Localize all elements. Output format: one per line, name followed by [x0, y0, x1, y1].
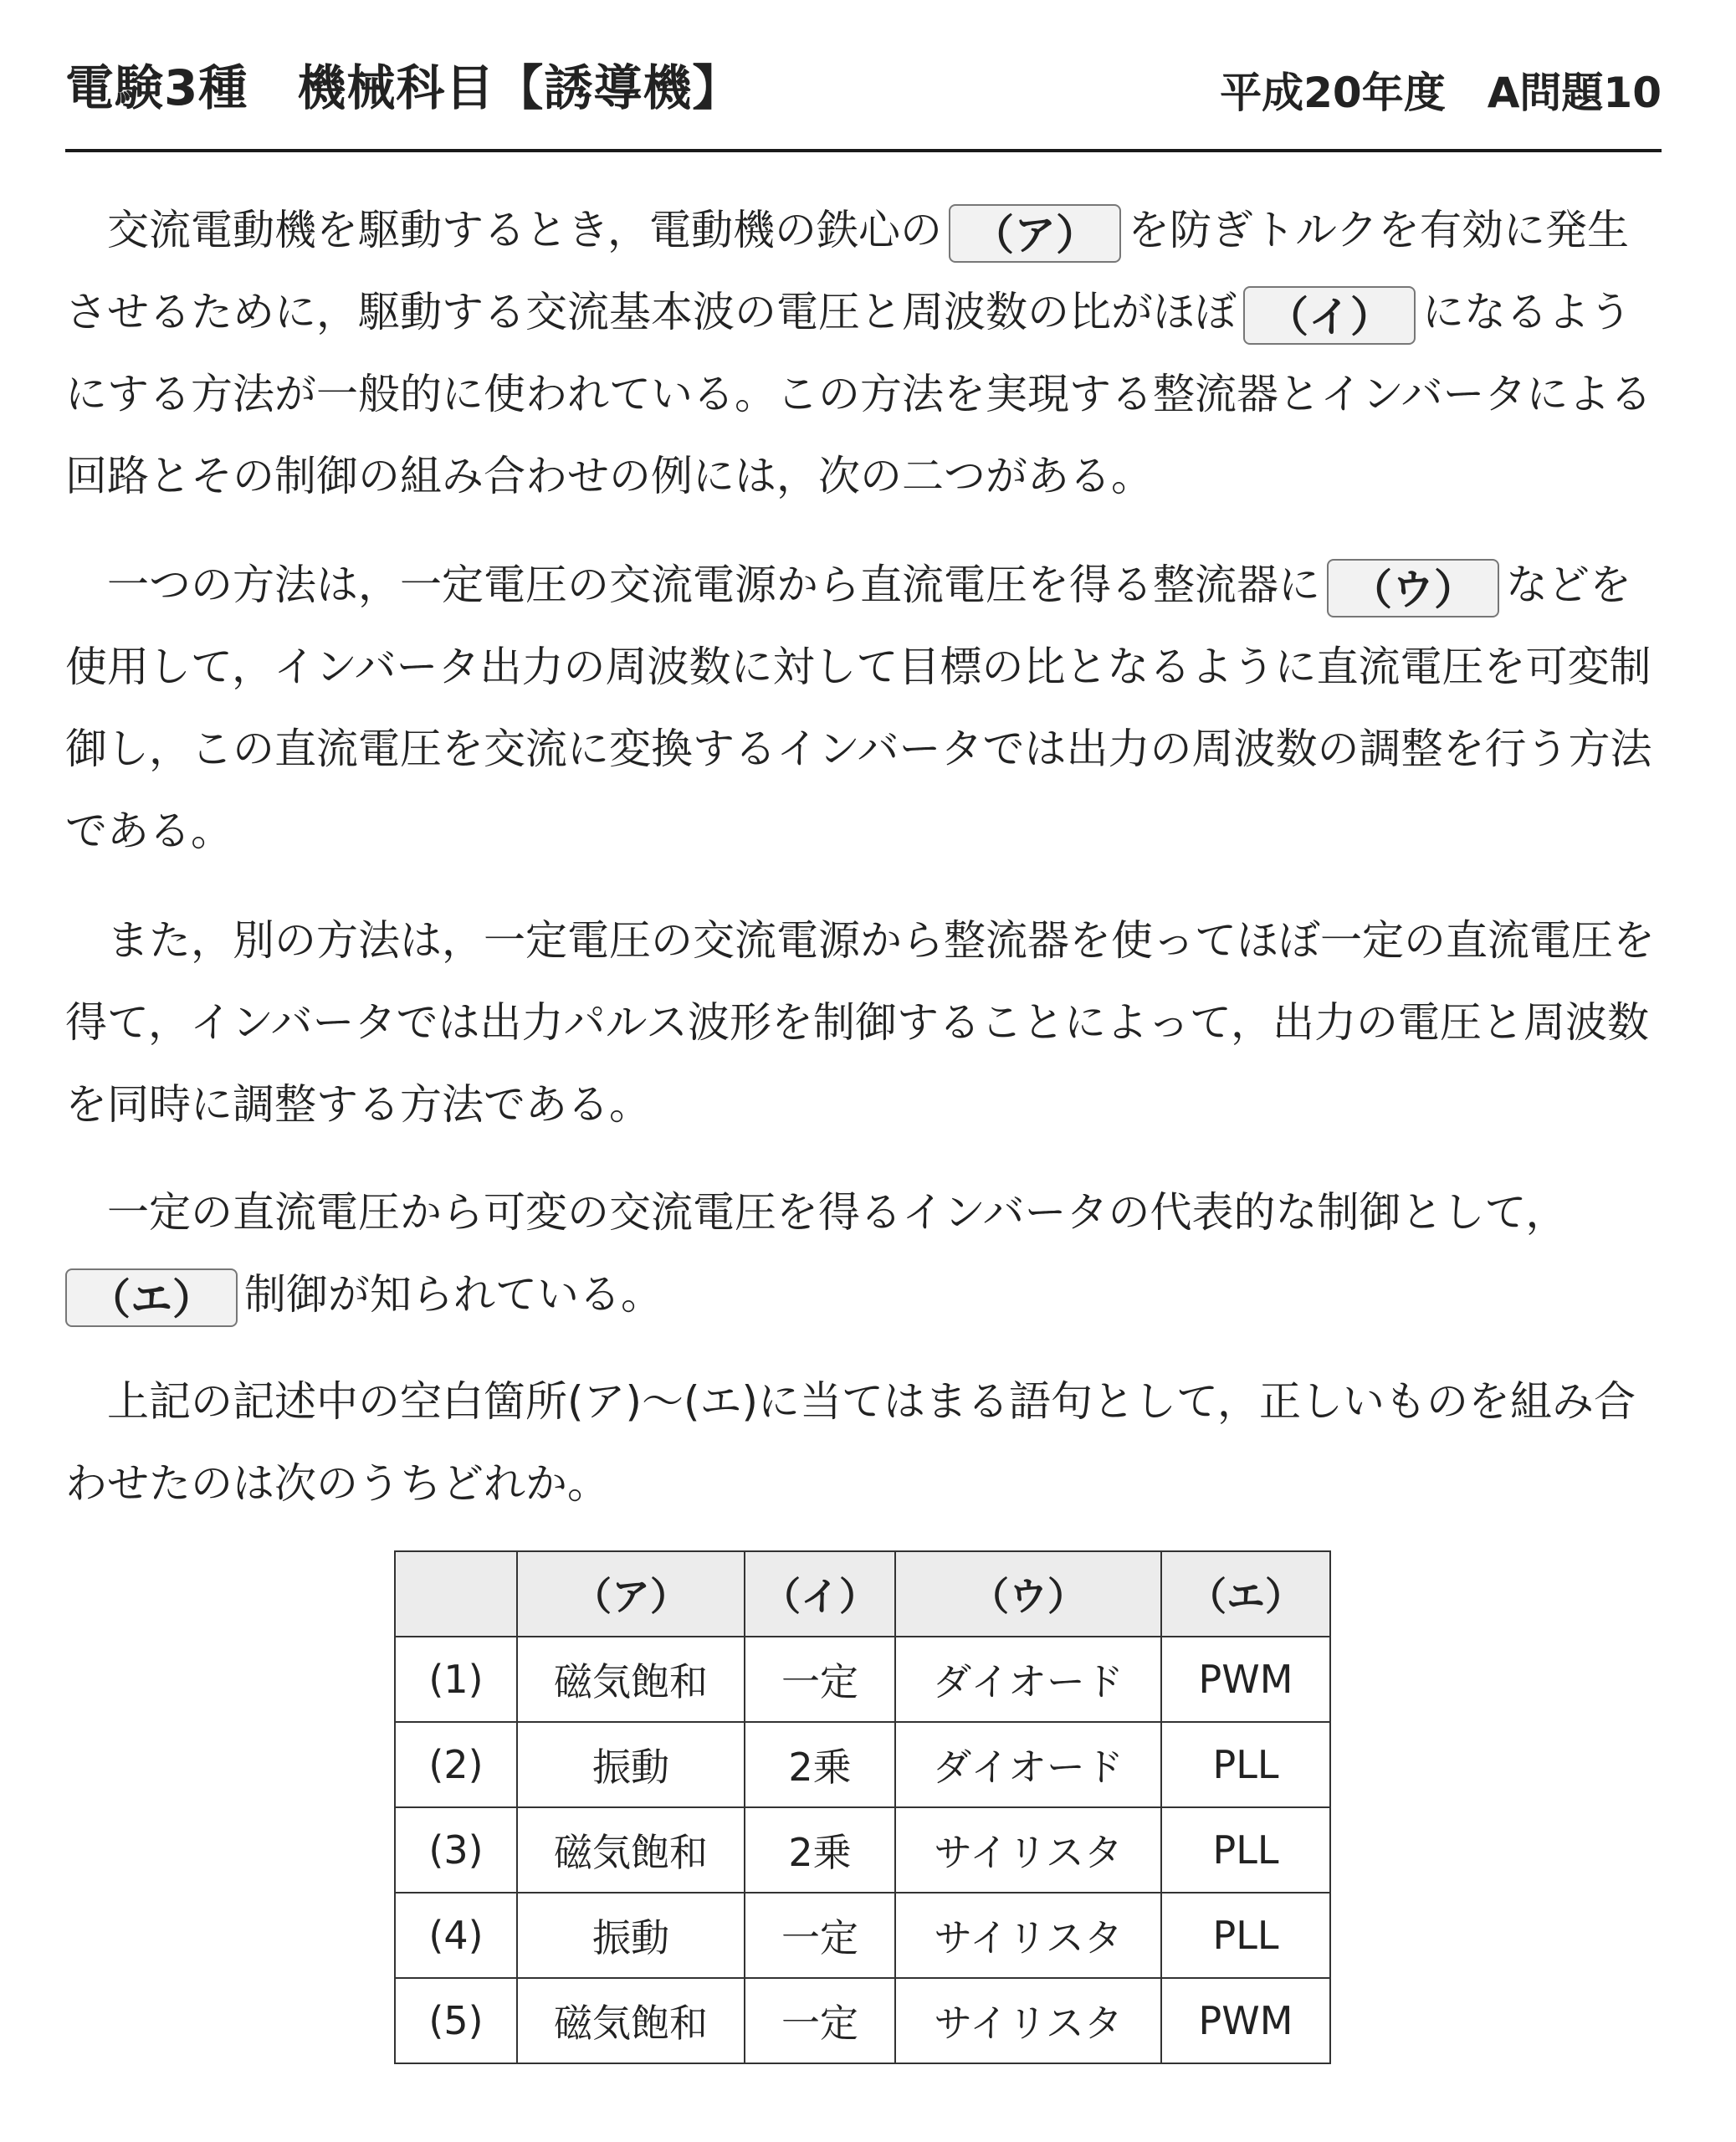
blank-u: （ウ）	[1327, 559, 1499, 617]
paragraph-4-text-1: 一定の直流電圧から可変の交流電圧を得るインバータの代表的な制御として，	[107, 1188, 1568, 1237]
table-cell: 2乗	[745, 1807, 895, 1893]
paragraph-4	[65, 1171, 1662, 1335]
paragraph-3	[65, 899, 1662, 1145]
table-header-cell: （エ）	[1161, 1551, 1330, 1637]
table-cell: 2乗	[745, 1722, 895, 1807]
table-cell: PWM	[1161, 1978, 1330, 2063]
table-cell: PLL	[1161, 1893, 1330, 1978]
table-header-row	[395, 1551, 1330, 1637]
answer-table	[394, 1550, 1331, 2064]
paragraph-1-text-2: を防ぎトルクを有効に発生させるために，駆動する交流基本波の電圧と周波数の比がほぼ	[65, 206, 1629, 336]
table-cell: (3)	[395, 1807, 517, 1893]
page-title: 電験3種 機械科目【誘導機】	[65, 59, 742, 116]
table-header-cell: （ア）	[517, 1551, 745, 1637]
paragraph-1	[65, 189, 1662, 517]
table-header-cell: （イ）	[745, 1551, 895, 1637]
table-cell: サイリスタ	[895, 1807, 1161, 1893]
paragraph-3-text-1: また，別の方法は，一定電圧の交流電源から整流器を使ってほぼ一定の直流電圧を得て，インバータでは出力パルス波形を制御することによって，出力の電圧と周波数を同時に調整する方法である。	[65, 916, 1655, 1129]
table-row	[395, 1807, 1330, 1893]
paragraph-1-text-3: になるようにする方法が一般的に使われている。この方法を実現する整流器とインバータによる回路とその制御の組み合わせの例には，次の二つがある。	[65, 288, 1652, 500]
table-cell: PLL	[1161, 1722, 1330, 1807]
table-row	[395, 1637, 1330, 1722]
table-cell: (1)	[395, 1637, 517, 1722]
paragraph-2	[65, 544, 1662, 872]
table-header-cell	[395, 1551, 517, 1637]
table-cell: PLL	[1161, 1807, 1330, 1893]
table-row	[395, 1722, 1330, 1807]
paragraph-2-text-1: 一つの方法は，一定電圧の交流電源から直流電圧を得る整流器に	[107, 561, 1320, 609]
table-cell: ダイオード	[895, 1722, 1161, 1807]
blank-e: （エ）	[65, 1268, 238, 1327]
table-cell: (2)	[395, 1722, 517, 1807]
table-cell: (5)	[395, 1978, 517, 2063]
table-cell: サイリスタ	[895, 1978, 1161, 2063]
table-header-cell: （ウ）	[895, 1551, 1161, 1637]
table-cell: (4)	[395, 1893, 517, 1978]
blank-i: （イ）	[1243, 286, 1416, 345]
table-cell: 一定	[745, 1893, 895, 1978]
table-cell: 磁気飽和	[517, 1637, 745, 1722]
paragraph-5	[65, 1361, 1662, 1525]
table-cell: 振動	[517, 1722, 745, 1807]
table-cell: PWM	[1161, 1637, 1330, 1722]
paragraph-4-text-2: 制御が知られている。	[244, 1270, 663, 1319]
table-cell: 一定	[745, 1978, 895, 2063]
paragraph-5-text-1: 上記の記述中の空白箇所(ア)～(エ)に当てはまる語句として，正しいものを組み合わせたのは次のうちどれか。	[65, 1377, 1636, 1508]
paragraph-1-text-1: 交流電動機を駆動するとき，電動機の鉄心の	[107, 206, 942, 254]
table-cell: サイリスタ	[895, 1893, 1161, 1978]
table-cell: 磁気飽和	[517, 1807, 745, 1893]
blank-a: （ア）	[949, 204, 1121, 263]
page-header	[65, 52, 1662, 152]
table-row	[395, 1893, 1330, 1978]
table-row	[395, 1978, 1330, 2063]
exam-id: 平成20年度 A問題10	[1220, 69, 1662, 117]
table-cell: 振動	[517, 1893, 745, 1978]
table-cell: ダイオード	[895, 1637, 1161, 1722]
table-cell: 磁気飽和	[517, 1978, 745, 2063]
paragraph-2-text-2: などを使用して，インバータ出力の周波数に対して目標の比となるように直流電圧を可変制御し，この直流電圧を交流に変換するインバータでは出力の周波数の調整を行う方法である。	[65, 561, 1652, 855]
table-cell: 一定	[745, 1637, 895, 1722]
